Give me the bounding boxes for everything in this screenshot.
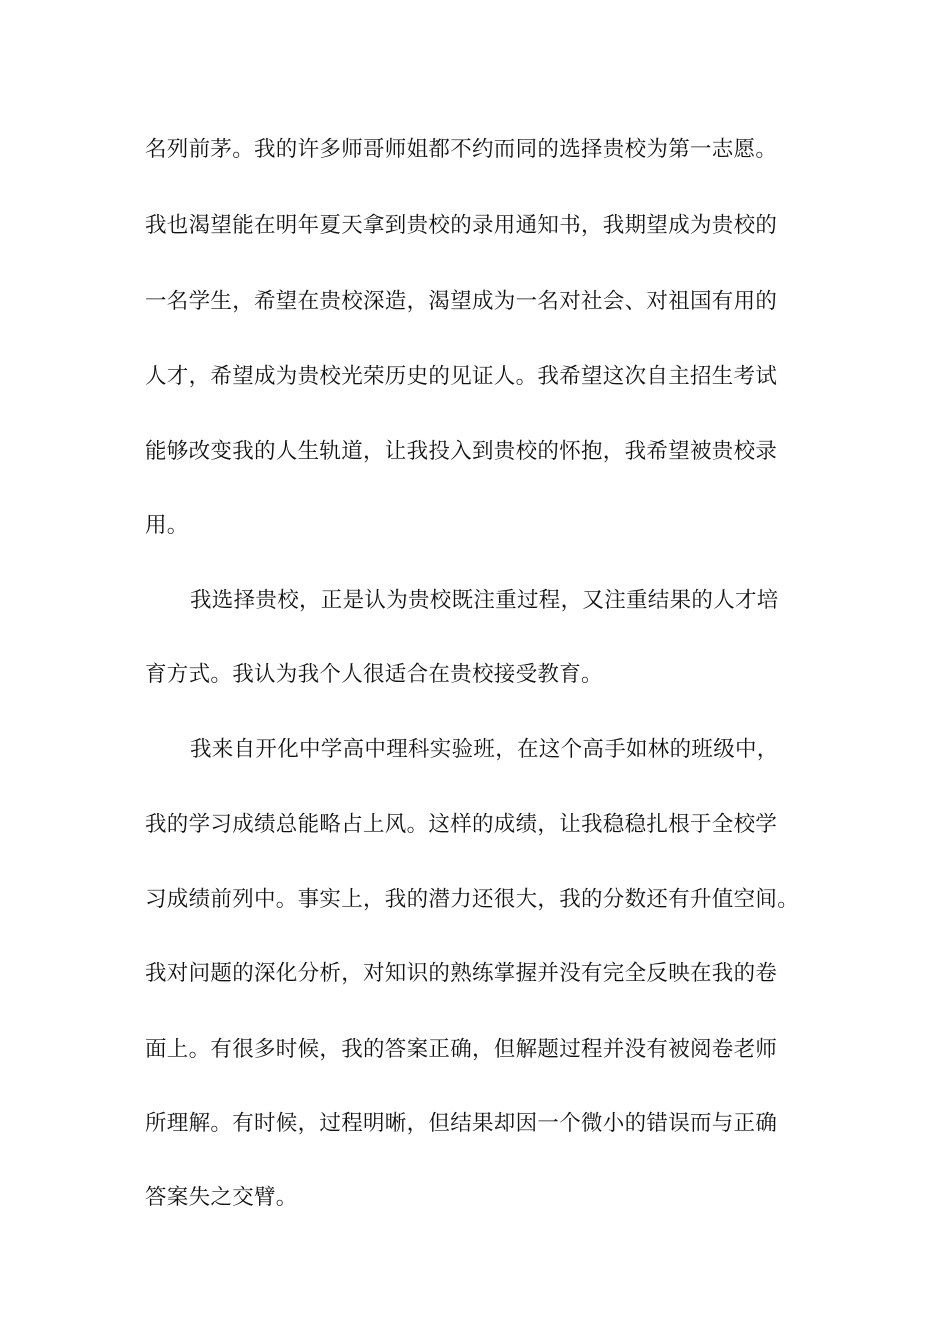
text-line: 面上。有很多时候，我的答案正确，但解题过程并没有被阅卷老师 — [145, 1037, 778, 1062]
text-line: 我的学习成绩总能略占上风。这样的成绩，让我稳稳扎根于全校学 — [145, 812, 778, 837]
text-line: 习成绩前列中。事实上，我的潜力还很大，我的分数还有升值空间。 — [145, 887, 800, 912]
text-line: 能够改变我的人生轨道，让我投入到贵校的怀抱，我希望被贵校录 — [145, 439, 778, 464]
text-line: 名列前茅。我的许多师哥师姐都不约而同的选择贵校为第一志愿。 — [145, 137, 778, 162]
text-line: 所理解。有时候，过程明晰，但结果却因一个微小的错误而与正确 — [145, 1111, 778, 1136]
text-line: 我也渴望能在明年夏天拿到贵校的录用通知书，我期望成为贵校的 — [145, 213, 778, 238]
text-line: 答案失之交臂。 — [145, 1185, 298, 1210]
text-line: 人才，希望成为贵校光荣历史的见证人。我希望这次自主招生考试 — [145, 364, 778, 389]
text-line: 我对问题的深化分析，对知识的熟练掌握并没有完全反映在我的卷 — [145, 961, 778, 986]
text-line: 育方式。我认为我个人很适合在贵校接受教育。 — [145, 662, 603, 687]
paragraph-start-line: 我来自开化中学高中理科实验班，在这个高手如林的班级中， — [190, 737, 779, 762]
text-line: 用。 — [145, 513, 189, 538]
paragraph-start-line: 我选择贵校，正是认为贵校既注重过程，又注重结果的人才培 — [190, 588, 779, 613]
text-line: 一名学生，希望在贵校深造，渴望成为一名对社会、对祖国有用的 — [145, 289, 778, 314]
